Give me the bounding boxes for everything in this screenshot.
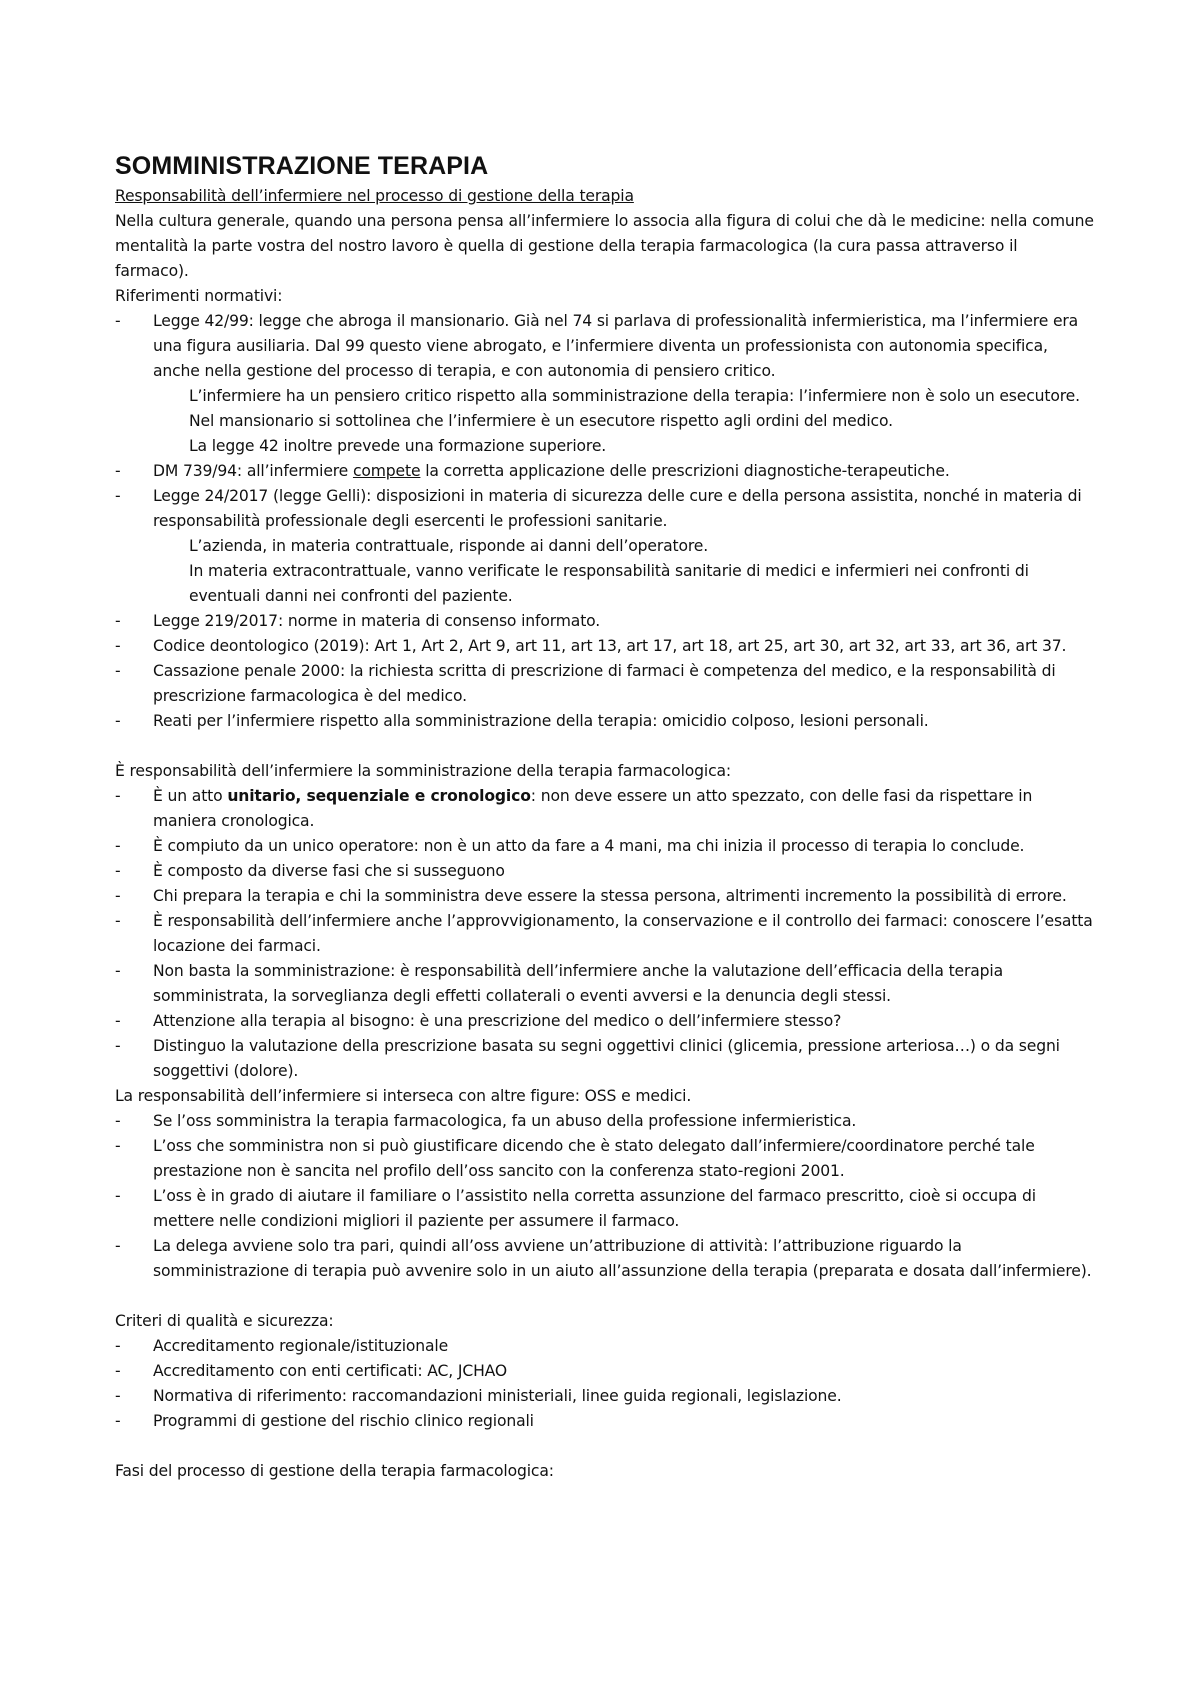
list-item: - Normativa di riferimento: raccomandazioni ministeriali, linee guida regionali, legislazione.	[115, 1384, 1095, 1409]
bullet-dash: -	[115, 912, 121, 930]
bullet-dash: -	[115, 1112, 121, 1130]
bullet-dash: -	[115, 837, 121, 855]
blank-line	[115, 734, 1095, 759]
bullet-dash: -	[115, 962, 121, 980]
list-item: - Attenzione alla terapia al bisogno: è una prescrizione del medico o dell’infermiere stesso?	[115, 1009, 1095, 1034]
criteri-heading: Criteri di qualità e sicurezza:	[115, 1312, 334, 1330]
bullet-dash: -	[115, 487, 121, 505]
list-item: - Legge 42/99: legge che abroga il mansionario. Già nel 74 si parlava di professionalità infermieristica, ma l’infermiere era una figura ausiliaria. Dal 99 questo viene abrogato, e l’infermiere diventa un professionista con autonomia specifica, anche nella gestione del processo di terapia, e con autonomia di pensiero critico.	[115, 309, 1095, 384]
bullet-dash: -	[115, 1012, 121, 1030]
bullet-dash: -	[115, 1362, 121, 1380]
list-item: - Accreditamento con enti certificati: AC, JCHAO	[115, 1359, 1095, 1384]
bullet-dash: -	[115, 1187, 121, 1205]
bullet-dash: -	[115, 862, 121, 880]
interseca-heading: La responsabilità dell’infermiere si interseca con altre figure: OSS e medici.	[115, 1087, 692, 1105]
bullet-dash: -	[115, 462, 121, 480]
list-item: - È responsabilità dell’infermiere anche l’approvvigionamento, la conservazione e il controllo dei farmaci: conoscere l’esatta locazione dei farmaci.	[115, 909, 1095, 959]
list-item: - Legge 219/2017: norme in materia di consenso informato.	[115, 609, 1095, 634]
bullet-dash: -	[115, 662, 121, 680]
responsabilita-heading: È responsabilità dell’infermiere la somministrazione della terapia farmacologica:	[115, 762, 732, 780]
bullet-dash: -	[115, 1037, 121, 1055]
list-item: - È composto da diverse fasi che si susseguono	[115, 859, 1095, 884]
list-item: - Accreditamento regionale/istituzionale	[115, 1334, 1095, 1359]
bullet-dash: -	[115, 1337, 121, 1355]
bullet-dash: -	[115, 712, 121, 730]
list-item: - L’oss è in grado di aiutare il familiare o l’assistito nella corretta assunzione del farmaco prescritto, cioè si occupa di mettere nelle condizioni migliori il paziente per assumere il farmaco.	[115, 1184, 1095, 1234]
bullet-dash: -	[115, 887, 121, 905]
sub-paragraph: Nel mansionario si sottolinea che l’infermiere è un esecutore rispetto agli ordini del medico.	[189, 412, 893, 430]
blank-line	[115, 1434, 1095, 1459]
list-item: - Distinguo la valutazione della prescrizione basata su segni oggettivi clinici (glicemia, pressione arteriosa…) o da segni soggettivi (dolore).	[115, 1034, 1095, 1084]
bullet-dash: -	[115, 312, 121, 330]
riferimenti-heading: Riferimenti normativi:	[115, 287, 283, 305]
riferimenti-list	[115, 309, 1095, 734]
bullet-dash: -	[115, 1137, 121, 1155]
underlined-word: compete	[352, 462, 421, 480]
section-subtitle: Responsabilità dell’infermiere nel processo di gestione della terapia	[115, 187, 634, 205]
fasi-heading: Fasi del processo di gestione della terapia farmacologica:	[115, 1462, 554, 1480]
bullet-dash: -	[115, 787, 121, 805]
criteri-list	[115, 1334, 1095, 1434]
document-page	[115, 150, 1095, 1484]
bullet-dash: -	[115, 1412, 121, 1430]
intro-paragraph: Nella cultura generale, quando una persona pensa all’infermiere lo associa alla figura di colui che dà le medicine: nella comune mentalità la parte vostra del nostro lavoro è quella di gestione della terapia farmacologica (la cura passa attraverso il farmaco).	[115, 212, 1094, 280]
list-item: - Se l’oss somministra la terapia farmacologica, fa un abuso della professione infermieristica.	[115, 1109, 1095, 1134]
sub-paragraph: La legge 42 inoltre prevede una formazione superiore.	[189, 437, 607, 455]
list-item: - Reati per l’infermiere rispetto alla somministrazione della terapia: omicidio colposo, lesioni personali.	[115, 709, 1095, 734]
list-item: - Chi prepara la terapia e chi la somministra deve essere la stessa persona, altrimenti incremento la possibilità di errore.	[115, 884, 1095, 909]
oss-list	[115, 1109, 1095, 1284]
list-item: - Cassazione penale 2000: la richiesta scritta di prescrizione di farmaci è competenza del medico, e la responsabilità di prescrizione farmacologica è del medico.	[115, 659, 1095, 709]
bullet-dash: -	[115, 637, 121, 655]
list-item: - La delega avviene solo tra pari, quindi all’oss avviene un’attribuzione di attività: l’attribuzione riguardo la somministrazione di terapia può avvenire solo in un aiuto all’assunzione della terapia (preparata e dosata dall’infermiere).	[115, 1234, 1095, 1284]
responsabilita-list	[115, 784, 1095, 1084]
list-item: - È un atto unitario, sequenziale e cronologico: non deve essere un atto spezzato, con delle fasi da rispettare in maniera cronologica.	[115, 784, 1095, 834]
sub-paragraph: L’infermiere ha un pensiero critico rispetto alla somministrazione della terapia: l’infermiere non è solo un esecutore.	[189, 387, 1080, 405]
list-item: - DM 739/94: all’infermiere compete la corretta applicazione delle prescrizioni diagnostiche-terapeutiche.	[115, 459, 1095, 484]
list-item: - Non basta la somministrazione: è responsabilità dell’infermiere anche la valutazione dell’efficacia della terapia somministrata, la sorveglianza degli effetti collaterali o eventi avversi e la denuncia degli stessi.	[115, 959, 1095, 1009]
bullet-dash: -	[115, 1387, 121, 1405]
list-item: - Legge 24/2017 (legge Gelli): disposizioni in materia di sicurezza delle cure e della persona assistita, nonché in materia di responsabilità professionale degli esercenti le professioni sanitarie.	[115, 484, 1095, 534]
list-item: - È compiuto da un unico operatore: non è un atto da fare a 4 mani, ma chi inizia il processo di terapia lo conclude.	[115, 834, 1095, 859]
page-title: SOMMINISTRAZIONE TERAPIA	[115, 152, 489, 180]
bullet-dash: -	[115, 612, 121, 630]
bullet-dash: -	[115, 1237, 121, 1255]
sub-paragraph: L’azienda, in materia contrattuale, risponde ai danni dell’operatore.	[189, 537, 709, 555]
sub-paragraph: In materia extracontrattuale, vanno verificate le responsabilità sanitarie di medici e infermieri nei confronti di eventuali danni nei confronti del paziente.	[189, 562, 1029, 605]
list-item: - L’oss che somministra non si può giustificare dicendo che è stato delegato dall’infermiere/coordinatore perché tale prestazione non è sancita nel profilo dell’oss sancito con la conferenza stato-regioni 2001.	[115, 1134, 1095, 1184]
bold-phrase: unitario, sequenziale e cronologico	[227, 787, 531, 805]
blank-line	[115, 1284, 1095, 1309]
list-item: - Codice deontologico (2019): Art 1, Art 2, Art 9, art 11, art 13, art 17, art 18, art 25, art 30, art 32, art 33, art 36, art 37.	[115, 634, 1095, 659]
list-item: - Programmi di gestione del rischio clinico regionali	[115, 1409, 1095, 1434]
